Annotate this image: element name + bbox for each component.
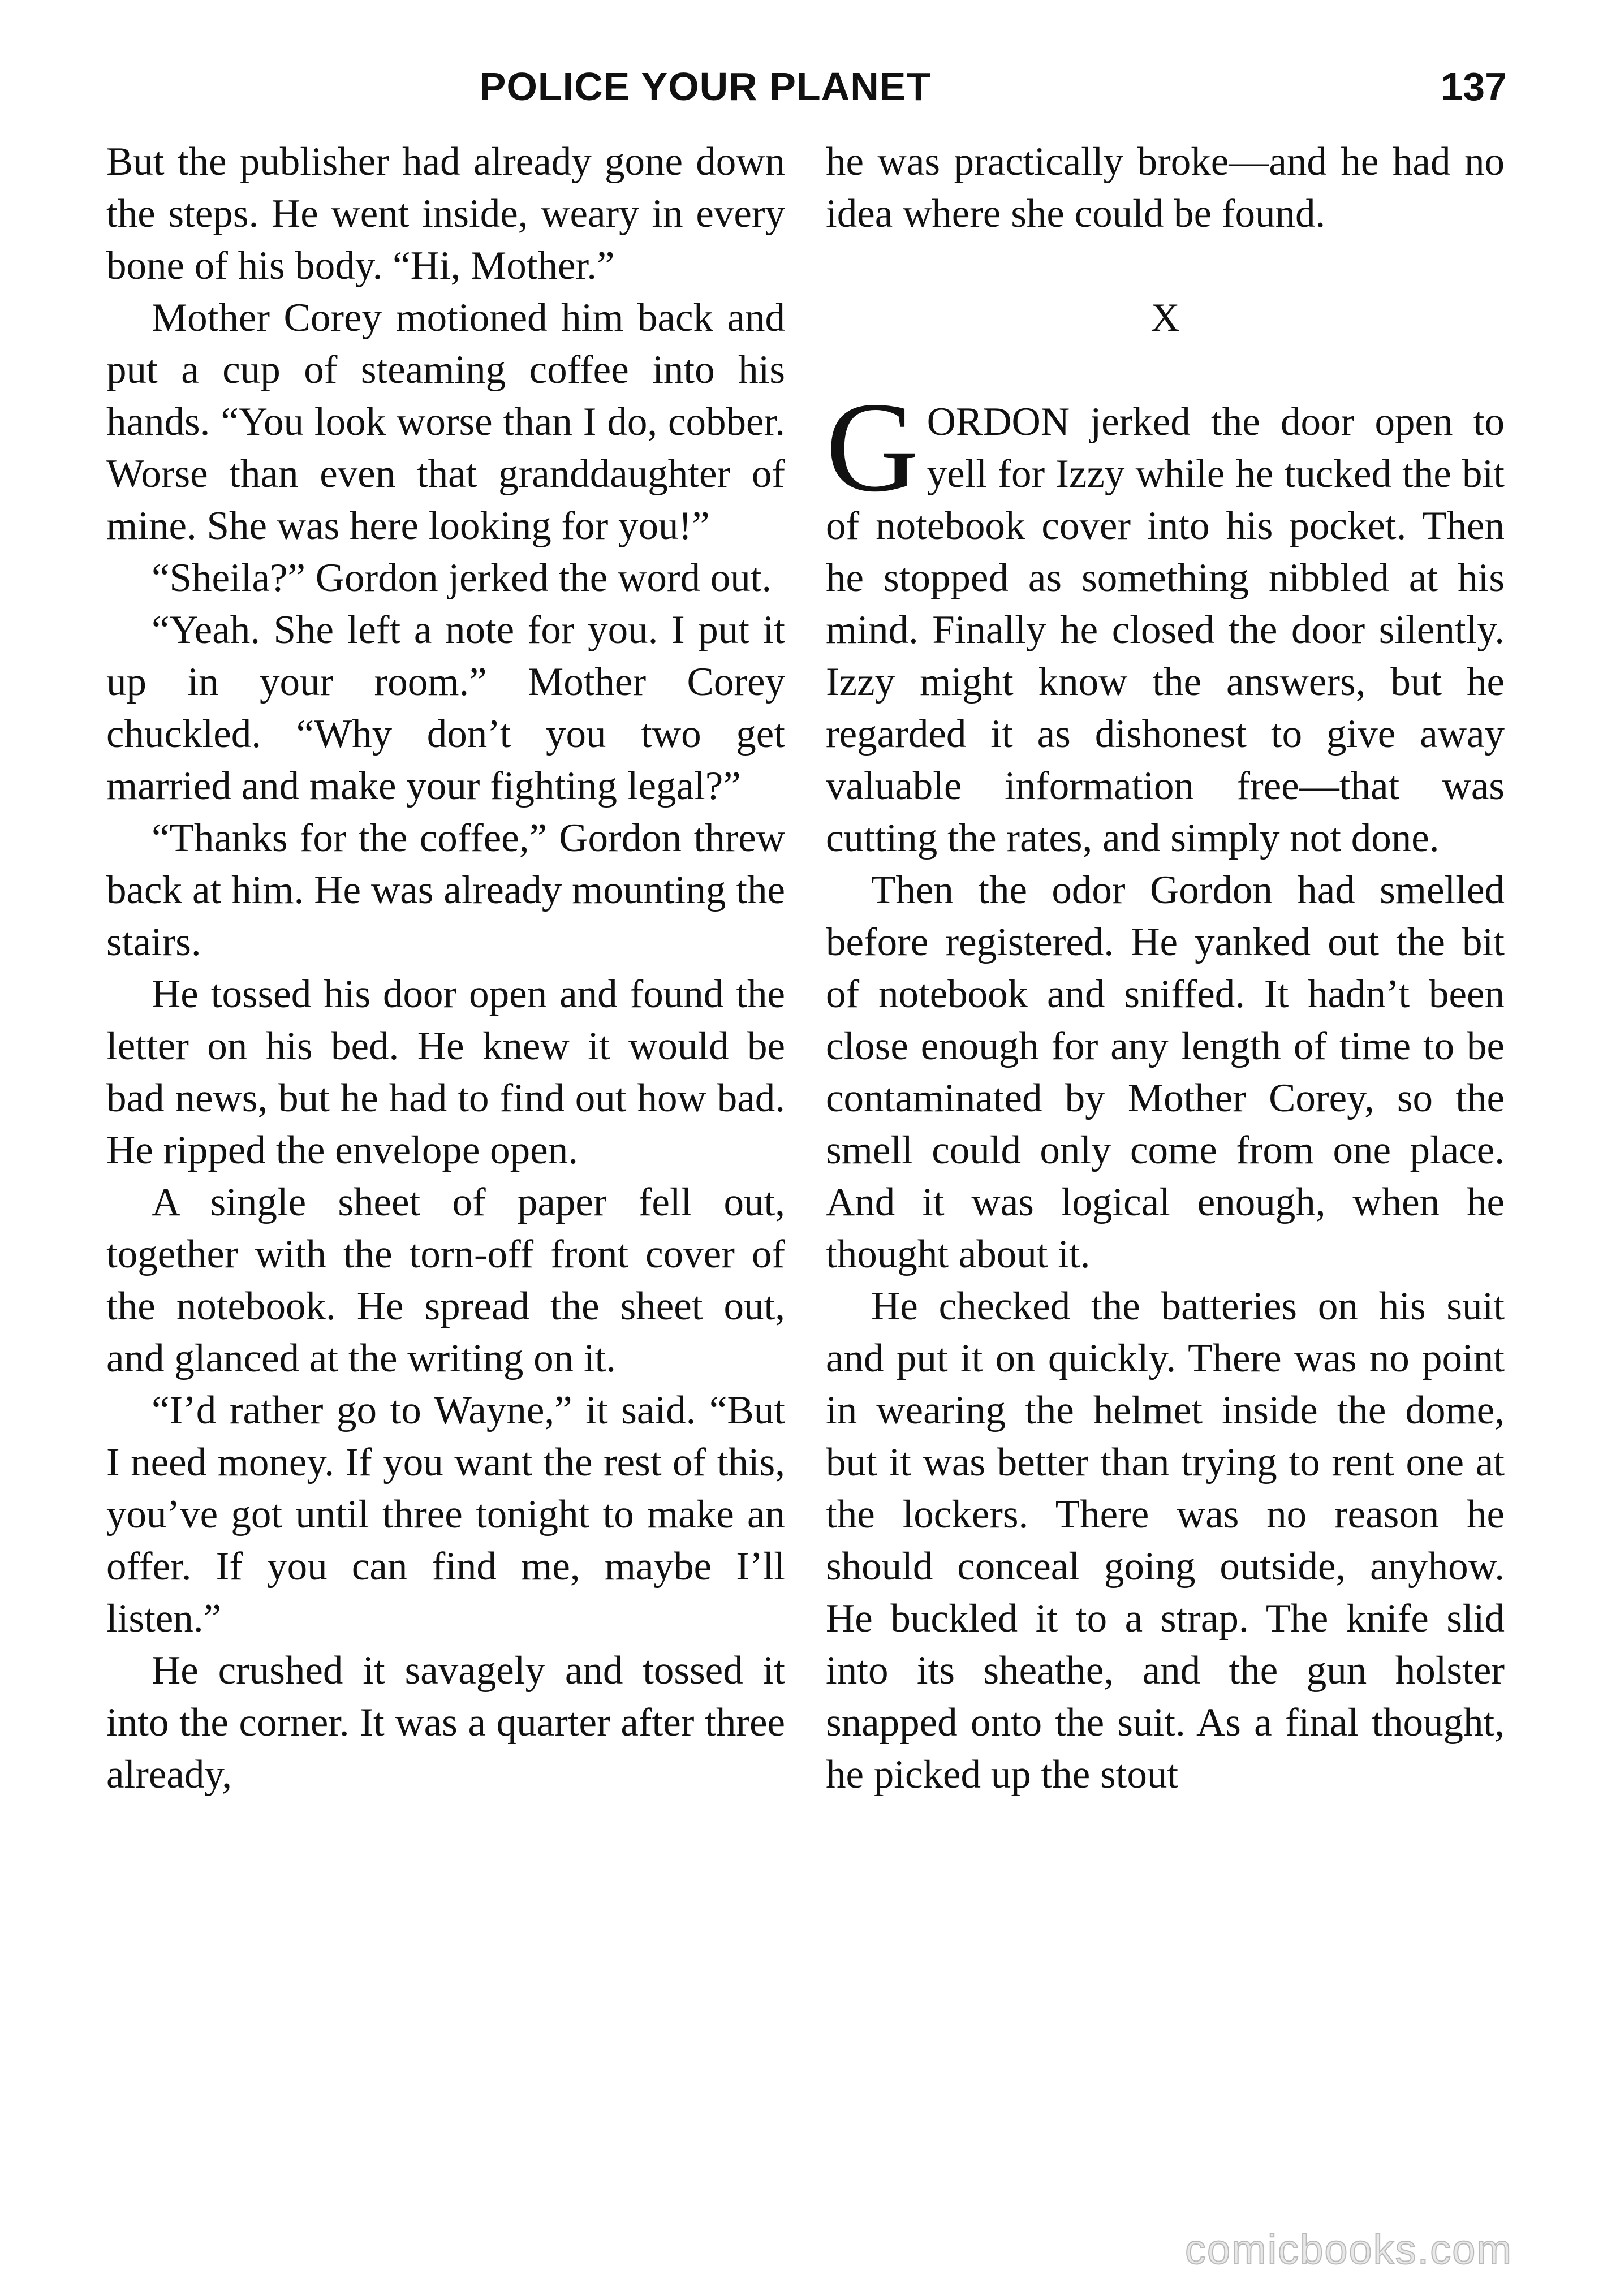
paragraph: He crushed it savagely and tossed it into the corner. It was a quarter after three already, bbox=[106, 1648, 785, 1797]
paragraph: A single sheet of paper fell out, together with the torn-off front cover of the notebook. He spread the sheet out, and glanced at the writing on it. bbox=[106, 1180, 785, 1380]
paragraph: But the publisher had already gone down the steps. He went inside, weary in every bone of his body. “Hi, Mother.” bbox=[106, 140, 785, 288]
right-column bbox=[826, 136, 1505, 1801]
paragraph: “Sheila?” Gordon jerked the word out. bbox=[152, 556, 772, 600]
paragraph-continuation: he was practically broke—and he had no idea where she could be found. bbox=[826, 140, 1505, 236]
paragraph: “Thanks for the coffee,” Gordon threw back at him. He was already mounting the stairs. bbox=[106, 816, 785, 964]
paragraph-dropcap bbox=[826, 376, 1505, 864]
page-number: 137 bbox=[1441, 64, 1507, 109]
section-number: X bbox=[1150, 296, 1180, 340]
left-column bbox=[106, 136, 785, 1801]
running-header-title: POLICE YOUR PLANET bbox=[479, 64, 932, 109]
paragraph: Then the odor Gordon had smelled before registered. He yanked out the bit of notebook and sniffed. It hadn’t been close enough for any length of time to be contaminated by Mother Corey, so the smell could only come from one place. And it was logical enough, when he thought about it. bbox=[826, 868, 1505, 1276]
watermark: comicbooks.com bbox=[1184, 2226, 1512, 2273]
paragraph: Mother Corey motioned him back and put a cup of steaming coffee into his hands. “You look worse than I do, cobber. Worse than even that granddaughter of mine. She was here looking for you!” bbox=[106, 296, 785, 548]
drop-cap-letter: G bbox=[826, 376, 919, 519]
paragraph: “I’d rather go to Wayne,” it said. “But I need money. If you want the rest of this, you’ve got until three tonight to make an offer. If you can find me, maybe I’ll listen.” bbox=[106, 1388, 785, 1641]
paragraph: He checked the batteries on his suit and put it on quickly. There was no point in wearing the helmet inside the dome, but it was better than trying to rent one at the lockers. There was no reason he should conceal going outside, anyhow. He buckled it to a strap. The knife slid into its sheathe, and the gun holster snapped onto the suit. As a final thought, he picked up the stout bbox=[826, 1284, 1505, 1797]
dropcap-paragraph-text: ORDON jerked the door open to yell for Izzy while he tucked the bit of notebook cover into his pocket. Then he stopped as something nibbled at his mind. Finally he closed the door silently. Izzy might know the answers, but he regarded it as dishonest to give away valuable information free—that was cutting the rates, and simply not done. bbox=[826, 400, 1505, 860]
paragraph: “Yeah. She left a note for you. I put it up in your room.” Mother Corey chuckled. “Why don’t you two get married and make your fighting legal?” bbox=[106, 608, 785, 808]
paragraph: He tossed his door open and found the letter on his bed. He knew it would be bad news, but he had to find out how bad. He ripped the envelope open. bbox=[106, 972, 785, 1172]
